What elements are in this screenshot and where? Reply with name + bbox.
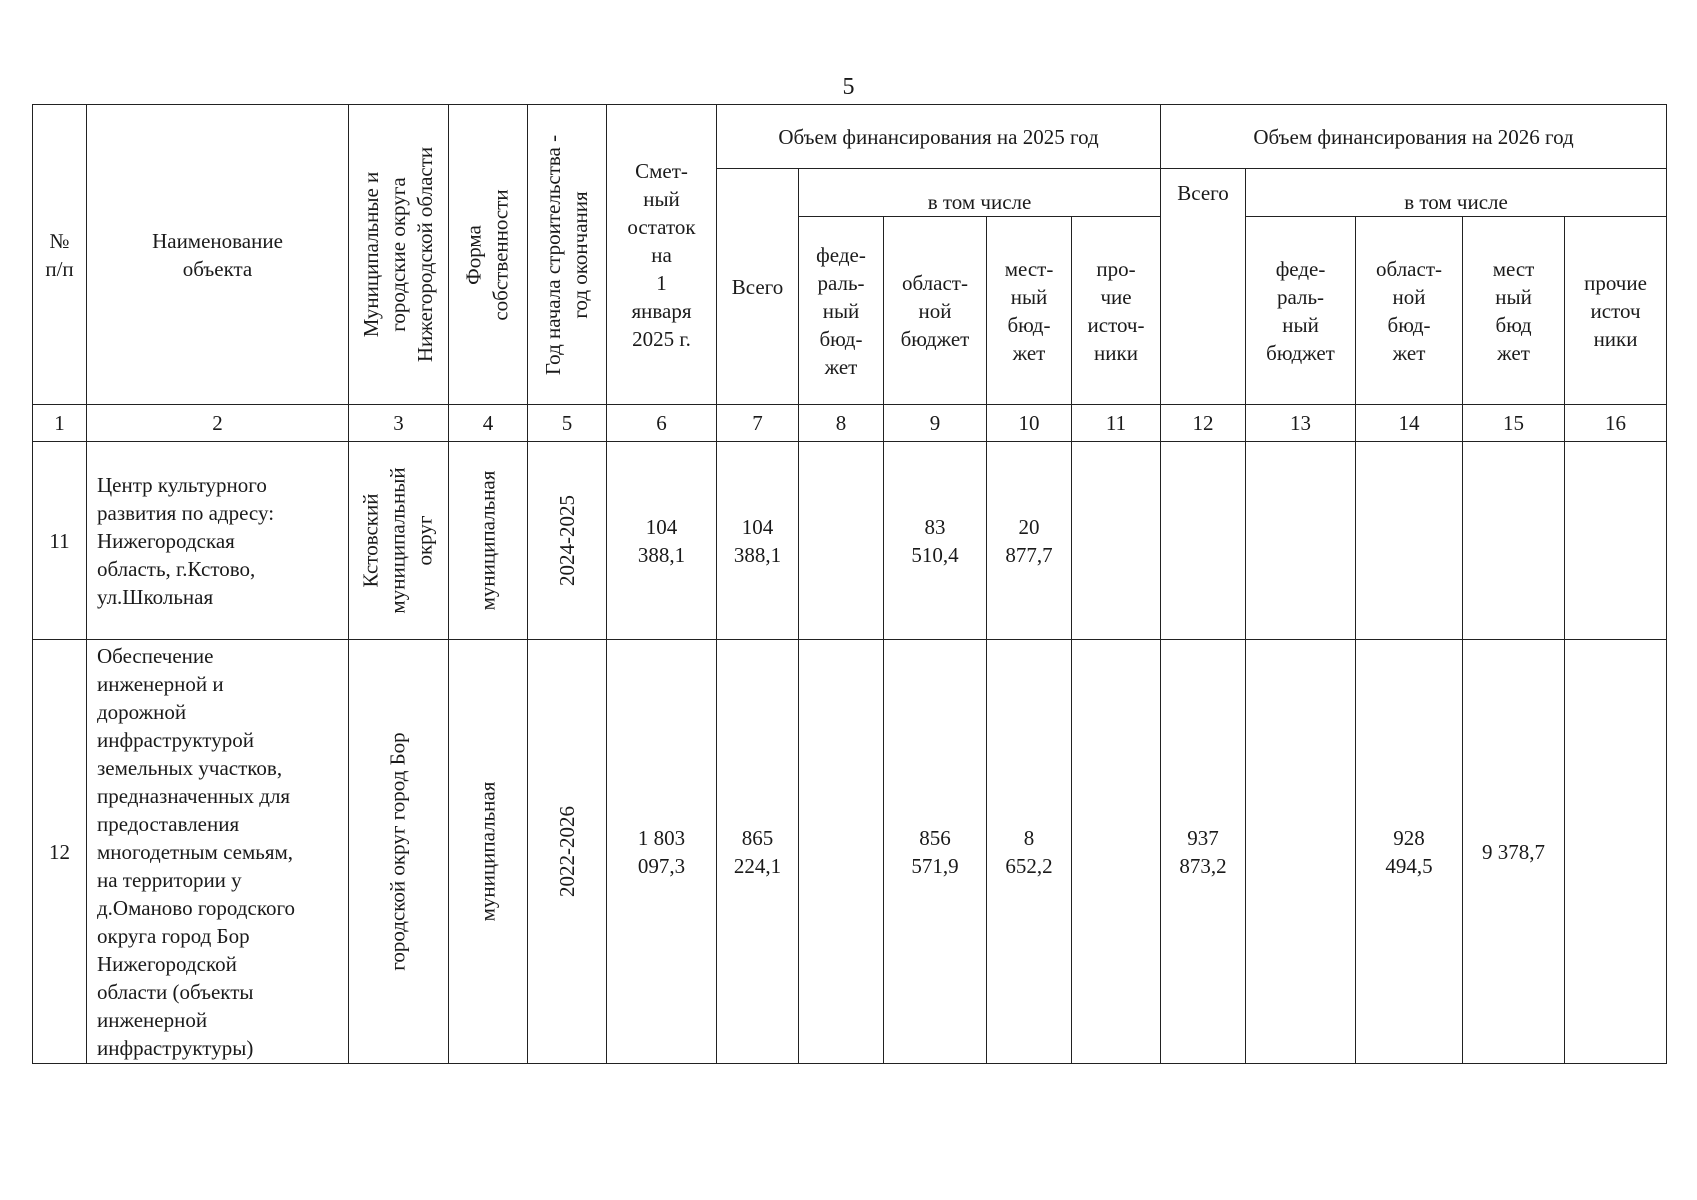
- header-municipal-text: Муниципальные и городские округа Нижегородской области: [359, 146, 437, 363]
- table-row: [33, 442, 1667, 640]
- page-number: 5: [842, 74, 855, 100]
- header-regional-2025: област- ной бюджет: [884, 217, 987, 405]
- column-number: 7: [717, 405, 799, 442]
- row-federal-2025: [799, 442, 884, 640]
- row-estimate: 104 388,1: [607, 442, 717, 640]
- column-number-row: [33, 405, 1667, 442]
- header-including-2026: в том числе: [1246, 169, 1667, 217]
- row-federal-2025: [799, 640, 884, 1064]
- row-other-2026: [1565, 442, 1667, 640]
- row-ownership-text: муниципальная: [475, 781, 500, 922]
- header-regional-2026: област- ной бюд- жет: [1356, 217, 1463, 405]
- row-municipal-text: Кстовский муниципальный округ: [359, 467, 438, 614]
- header-name: Наименование объекта: [87, 105, 349, 405]
- row-municipal-text: городской округ город Бор: [386, 732, 411, 971]
- row-object-name: Обеспечение инженерной и дорожной инфраструктурой земельных участков, предназначенных для предоставления многодетным семьям, на территории у д.Оманово городского округа город Бор Нижегородской области (объекты инженерной инфраструктуры): [87, 640, 349, 1064]
- row-estimate: 1 803 097,3: [607, 640, 717, 1064]
- row-years: [528, 442, 607, 640]
- header-num: № п/п: [33, 105, 87, 405]
- column-number: 10: [987, 405, 1072, 442]
- header-including-2025: в том числе: [799, 169, 1161, 217]
- table-row: [33, 640, 1667, 1064]
- row-regional-2025: 856 571,9: [884, 640, 987, 1064]
- column-number: 14: [1356, 405, 1463, 442]
- row-object-name: Центр культурного развития по адресу: Нижегородская область, г.Кстово, ул.Школьная: [87, 442, 349, 640]
- header-local-2025: мест- ный бюд- жет: [987, 217, 1072, 405]
- column-number: 1: [33, 405, 87, 442]
- row-total-2026: [1161, 442, 1246, 640]
- row-municipal: [349, 640, 449, 1064]
- column-number: 13: [1246, 405, 1356, 442]
- column-number: 4: [449, 405, 528, 442]
- row-federal-2026: [1246, 640, 1356, 1064]
- column-number: 9: [884, 405, 987, 442]
- row-regional-2026: 928 494,5: [1356, 640, 1463, 1064]
- header-row-1: [33, 105, 1667, 169]
- header-local-2026: мест ный бюд жет: [1463, 217, 1565, 405]
- row-other-2025: [1072, 640, 1161, 1064]
- column-number: 12: [1161, 405, 1246, 442]
- row-total-2026: 937 873,2: [1161, 640, 1246, 1064]
- header-other-2026: прочие источ ники: [1565, 217, 1667, 405]
- row-regional-2025: 83 510,4: [884, 442, 987, 640]
- row-years-text: 2024-2025: [554, 495, 579, 586]
- row-years: [528, 640, 607, 1064]
- row-years-text: 2022-2026: [554, 806, 579, 897]
- row-other-2025: [1072, 442, 1161, 640]
- column-number: 6: [607, 405, 717, 442]
- row-ownership: [449, 442, 528, 640]
- column-number: 8: [799, 405, 884, 442]
- header-years: [528, 105, 607, 405]
- row-local-2025: 8 652,2: [987, 640, 1072, 1064]
- row-num: 11: [33, 442, 87, 640]
- column-number: 15: [1463, 405, 1565, 442]
- header-other-2025: про- чие источ- ники: [1072, 217, 1161, 405]
- column-number: 3: [349, 405, 449, 442]
- header-ownership-text: Форма собственности: [462, 188, 514, 321]
- header-ownership: [449, 105, 528, 405]
- row-local-2025: 20 877,7: [987, 442, 1072, 640]
- column-number: 11: [1072, 405, 1161, 442]
- header-federal-2025: феде- раль- ный бюд- жет: [799, 217, 884, 405]
- row-federal-2026: [1246, 442, 1356, 640]
- row-ownership: [449, 640, 528, 1064]
- header-estimate: Смет- ный остаток на 1 января 2025 г.: [607, 105, 717, 405]
- row-local-2026: [1463, 442, 1565, 640]
- header-funding-2026: Объем финансирования на 2026 год: [1161, 105, 1667, 169]
- row-regional-2026: [1356, 442, 1463, 640]
- row-local-2026: 9 378,7: [1463, 640, 1565, 1064]
- row-num: 12: [33, 640, 87, 1064]
- header-federal-2026: феде- раль- ный бюджет: [1246, 217, 1356, 405]
- header-municipal: [349, 105, 449, 405]
- row-municipal: [349, 442, 449, 640]
- column-number: 16: [1565, 405, 1667, 442]
- row-total-2025: 104 388,1: [717, 442, 799, 640]
- row-total-2025: 865 224,1: [717, 640, 799, 1064]
- header-funding-2025: Объем финансирования на 2025 год: [717, 105, 1161, 169]
- header-total-2025: Всего: [717, 169, 799, 405]
- header-total-2026: Всего: [1161, 169, 1246, 405]
- financing-table: [32, 104, 1667, 1064]
- column-number: 2: [87, 405, 349, 442]
- row-other-2026: [1565, 640, 1667, 1064]
- header-years-text: Год начала строительства - год окончания: [541, 134, 592, 375]
- column-number: 5: [528, 405, 607, 442]
- row-ownership-text: муниципальная: [475, 470, 500, 611]
